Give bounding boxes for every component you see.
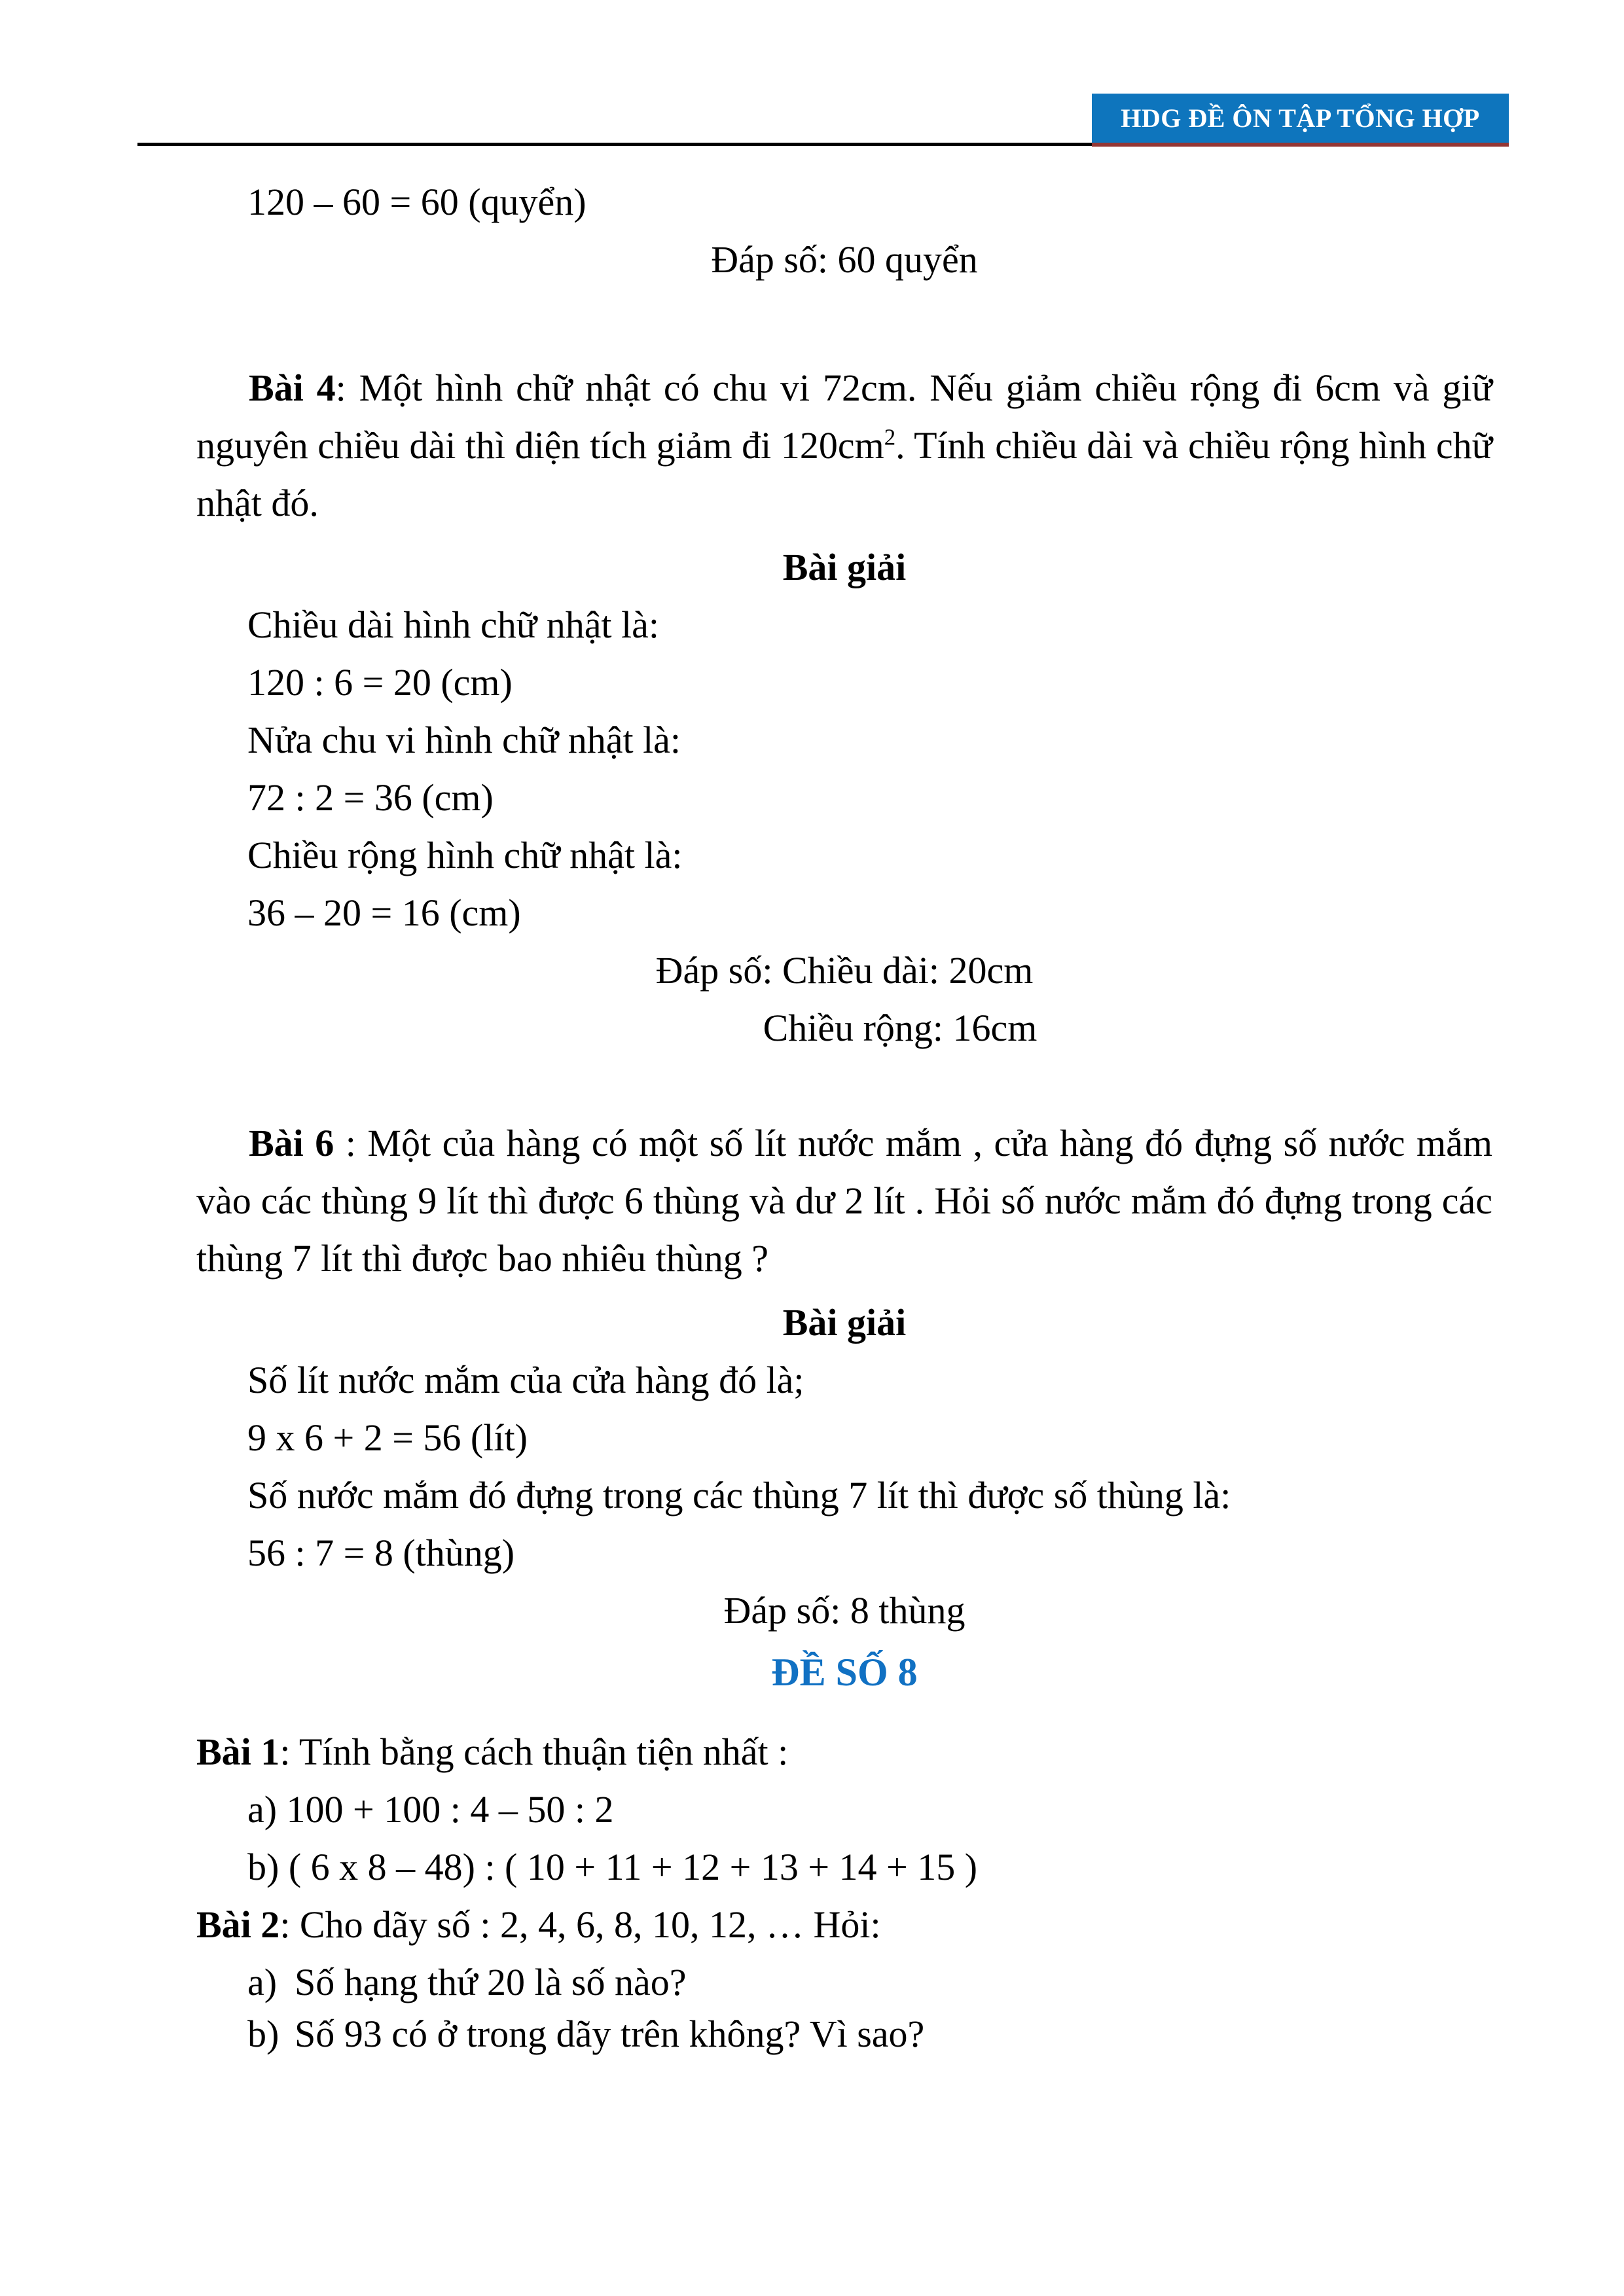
problem-1-item-b: b) ( 6 x 8 – 48) : ( 10 + 11 + 12 + 13 + 14 + 15 )	[247, 1846, 978, 1888]
solution-6-step: 56 : 7 = 8 (thùng)	[247, 1532, 515, 1574]
header-banner-label: HDG ĐỀ ÔN TẬP TỔNG HỢP	[1121, 103, 1480, 133]
blank-line	[196, 289, 1492, 346]
header-banner	[1092, 94, 1509, 147]
problem-2-item-a	[196, 1954, 1492, 2011]
page-content	[196, 173, 1492, 2057]
problem-2-heading	[196, 1896, 1492, 1954]
solution-title-4: Bài giải	[782, 546, 907, 588]
solution-4-step: Chiều rộng hình chữ nhật là:	[247, 834, 683, 876]
solution-4-step: 36 – 20 = 16 (cm)	[247, 891, 521, 934]
problem-1-label: Bài 1	[196, 1731, 280, 1773]
solution-title-6: Bài giải	[782, 1301, 907, 1344]
problem-1-prompt: : Tính bằng cách thuận tiện nhất :	[280, 1731, 789, 1773]
problem-4-text: : Một hình chữ nhật có chu vi 72cm. Nếu giảm chiều rộng đi 6cm và giữ nguyên chiều dài thì diện tích giảm đi 120cm	[196, 367, 1492, 467]
problem-2-item-b-text: Số 93 có ở trong dãy trên không? Vì sao?	[295, 2013, 925, 2055]
solution-4-step: 120 : 6 = 20 (cm)	[247, 661, 513, 704]
problem-4-superscript: 2	[884, 424, 896, 450]
solution-4-answer-line-2: Chiều rộng: 16cm	[763, 1007, 1038, 1049]
problem-6-label: Bài 6	[249, 1122, 334, 1164]
problem-4-text-tail: . Tính chiều dài và chiều rộng hình chữ nhật đó.	[196, 424, 1493, 524]
problem-4-statement	[196, 359, 1492, 532]
problem-2-item-b-marker: b)	[247, 2013, 280, 2055]
problem-2-item-a-marker: a)	[247, 1961, 278, 2003]
problem-6-text: : Một của hàng có một số lít nước mắm , cửa hàng đó đựng số nước mắm vào các thùng 9 lít thì được 6 thùng và dư 2 lít . Hỏi số nước mắm đó đựng trong các thùng 7 lít thì được bao nhiêu thùng ?	[196, 1122, 1492, 1280]
solution-6-step: Số nước mắm đó đựng trong các thùng 7 lít thì được số thùng là:	[247, 1474, 1231, 1516]
header-rule	[137, 143, 1092, 146]
problem-2-item-a-text: Số hạng thứ 20 là số nào?	[295, 1961, 687, 2003]
solution-4-step: Nửa chu vi hình chữ nhật là:	[247, 719, 681, 761]
problem-1-item-a: a) 100 + 100 : 4 – 50 : 2	[247, 1788, 614, 1831]
solution-6-step: 9 x 6 + 2 = 56 (lít)	[247, 1416, 528, 1459]
problem-2-label: Bài 2	[196, 1903, 280, 1946]
prev-solution-calc-line: 120 – 60 = 60 (quyển)	[247, 181, 586, 223]
problem-4-label: Bài 4	[249, 367, 336, 409]
exam-title: ĐỀ SỐ 8	[771, 1651, 918, 1694]
solution-4-answer-line-1: Đáp số: Chiều dài: 20cm	[655, 949, 1034, 992]
solution-6-step: Số lít nước mắm của cửa hàng đó là;	[247, 1359, 804, 1401]
solution-4-step: 72 : 2 = 36 (cm)	[247, 776, 494, 819]
prev-solution-answer-line: Đáp số: 60 quyển	[711, 238, 978, 281]
problem-2-item-b	[196, 2011, 1492, 2057]
problem-1-heading	[196, 1723, 1492, 1781]
blank-line	[196, 1057, 1492, 1115]
problem-6-statement	[196, 1115, 1492, 1287]
solution-6-answer-line: Đáp số: 8 thùng	[723, 1589, 965, 1632]
solution-4-step: Chiều dài hình chữ nhật là:	[247, 603, 660, 646]
problem-2-prompt: : Cho dãy số : 2, 4, 6, 8, 10, 12, … Hỏi:	[280, 1903, 881, 1946]
